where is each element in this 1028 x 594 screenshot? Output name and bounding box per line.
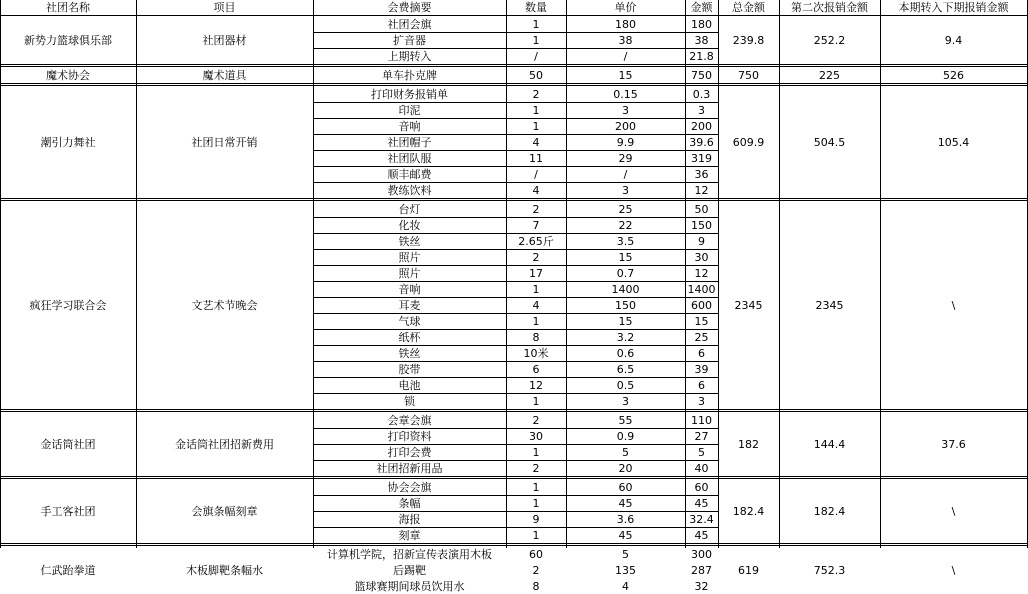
item-summary-cell: 音响 [398,119,421,133]
item-amount-cell: 12 [694,183,709,197]
item-price-cell: 15 [618,250,633,264]
item-qty-cell: 8 [532,330,540,344]
item-amount-cell: 40 [694,461,709,475]
item-summary-cell: 上期转入 [387,49,432,63]
item-price-cell: 3.5 [616,234,635,248]
item-price-cell: 29 [618,151,633,165]
club-name-cell: 仁武跆拳道 [40,563,96,577]
item-amount-cell: 300 [691,547,712,561]
item-amount-cell: 32 [694,579,709,593]
item-amount-cell: 5 [698,445,705,459]
item-price-cell: 4 [622,579,629,593]
item-amount-cell: 319 [691,151,712,165]
item-qty-cell: 4 [532,135,540,149]
item-qty-cell: 2 [532,563,540,577]
item-qty-cell: 1 [532,17,540,31]
item-qty-cell: 1 [532,394,540,408]
second-claim-cell: 752.3 [813,563,846,577]
item-summary-cell: 协会会旗 [387,480,432,494]
item-summary-cell: 电池 [398,378,421,392]
item-summary-cell: 台灯 [398,202,421,216]
item-price-cell: 6.5 [616,362,635,376]
item-amount-cell: 30 [694,250,709,264]
club-name-cell: 潮引力舞社 [40,135,96,149]
item-qty-cell: 2 [532,87,540,101]
item-price-cell: 200 [615,119,636,133]
item-qty-cell: 2 [532,202,540,216]
item-summary-cell: 社团招新用品 [376,461,443,475]
item-amount-cell: 3 [698,103,705,117]
item-qty-cell: 4 [532,298,540,312]
header-club-name: 社团名称 [46,1,90,14]
item-summary-cell: 社团帽子 [387,135,432,149]
item-amount-cell: 25 [694,330,709,344]
item-price-cell: 3 [622,183,629,197]
project-cell: 木板脚靶条幅水 [186,563,263,577]
club-name-cell: 疯狂学习联合会 [29,298,107,312]
item-qty-cell: 1 [532,314,540,328]
item-amount-cell: 6 [698,346,705,360]
item-summary-cell: 铁丝 [398,234,421,248]
header-price: 单价 [614,1,637,14]
item-amount-cell: 0.3 [692,87,711,101]
project-cell: 会旗条幅刻章 [191,504,258,518]
item-summary-cell: 条幅 [398,496,421,510]
item-qty-cell: 50 [529,68,543,82]
item-qty-cell: 11 [529,151,543,165]
total-amount-cell: 182 [738,437,759,451]
item-qty-cell: 12 [529,378,543,392]
item-qty-cell: 10米 [523,346,549,360]
item-price-cell: 60 [618,480,633,494]
club-name-cell: 金话筒社团 [40,437,96,451]
item-summary-cell: 后踢靶 [393,563,426,577]
item-price-cell: 22 [618,218,633,232]
item-qty-cell: 1 [532,496,540,510]
item-qty-cell: 6 [532,362,540,376]
second-claim-cell: 252.2 [813,33,846,47]
item-amount-cell: 1400 [687,282,716,296]
header-carry-over: 本期转入下期报销金额 [898,1,1009,14]
header-amount: 金额 [690,1,713,14]
item-summary-cell: 扩音器 [393,33,426,47]
item-summary-cell: 耳麦 [398,298,421,312]
item-price-cell: 150 [615,298,636,312]
item-amount-cell: 6 [698,378,705,392]
item-qty-cell: 1 [532,445,540,459]
item-qty-cell: / [534,167,538,181]
item-amount-cell: 27 [694,429,709,443]
item-price-cell: 180 [615,17,636,31]
project-cell: 社团日常开销 [191,135,258,149]
item-amount-cell: 15 [694,314,709,328]
item-price-cell: 38 [618,33,633,47]
item-price-cell: 45 [618,496,633,510]
item-amount-cell: 50 [694,202,709,216]
item-amount-cell: 45 [694,528,709,542]
item-summary-cell: 化妆 [398,218,421,232]
item-amount-cell: 110 [691,413,712,427]
item-summary-cell: 音响 [398,282,421,296]
second-claim-cell: 144.4 [813,437,846,451]
item-price-cell: 135 [615,563,636,577]
item-qty-cell: 8 [532,579,540,593]
item-qty-cell: 7 [532,218,540,232]
item-summary-cell: 照片 [398,266,421,280]
item-amount-cell: 36 [694,167,709,181]
item-qty-cell: 1 [532,119,540,133]
item-qty-cell: 2 [532,461,540,475]
item-qty-cell: 17 [529,266,543,280]
project-cell: 文艺术节晚会 [191,298,258,312]
item-summary-cell: 锁 [404,394,415,408]
carry-over-cell: \ [951,563,956,577]
item-qty-cell: / [534,49,538,63]
item-price-cell: 0.15 [613,87,638,101]
item-summary-cell: 顺丰邮费 [387,167,432,181]
item-qty-cell: 1 [532,282,540,296]
item-price-cell: 0.5 [616,378,635,392]
club-name-cell: 新势力篮球俱乐部 [24,33,112,47]
total-amount-cell: 750 [738,68,759,82]
item-price-cell: 1400 [611,282,640,296]
item-price-cell: 20 [618,461,633,475]
item-summary-cell: 打印财务报销单 [371,87,448,101]
item-amount-cell: 60 [694,480,709,494]
item-amount-cell: 3 [698,394,705,408]
item-qty-cell: 60 [529,547,543,561]
item-summary-cell: 铁丝 [398,346,421,360]
item-summary-cell: 印泥 [398,103,421,117]
item-summary-cell: 胶带 [398,362,421,376]
item-summary-cell: 打印资料 [387,429,432,443]
header-total: 总金额 [732,1,765,14]
item-qty-cell: 4 [532,183,540,197]
item-qty-cell: 1 [532,528,540,542]
item-price-cell: 15 [618,314,633,328]
item-summary-cell: 刻章 [398,528,421,542]
item-amount-cell: 38 [694,33,709,47]
item-price-cell: 0.6 [616,346,635,360]
item-price-cell: 5 [622,445,629,459]
second-claim-cell: 225 [819,68,840,82]
item-price-cell: 15 [618,68,633,82]
item-price-cell: 3.6 [616,512,635,526]
item-price-cell: 3.2 [616,330,635,344]
carry-over-cell: 105.4 [937,135,970,149]
header-qty: 数量 [525,1,547,14]
item-summary-cell: 教练饮料 [387,183,432,197]
item-summary-cell: 海报 [398,512,421,526]
total-amount-cell: 619 [738,563,759,577]
item-amount-cell: 12 [694,266,709,280]
item-summary-cell: 单车扑克牌 [382,68,437,82]
item-price-cell: 9.9 [616,135,635,149]
header-summary: 会费摘要 [387,1,432,14]
total-amount-cell: 182.4 [732,504,765,518]
item-amount-cell: 9 [698,234,705,248]
total-amount-cell: 609.9 [732,135,765,149]
total-amount-cell: 239.8 [732,33,765,47]
item-amount-cell: 45 [694,496,709,510]
club-name-cell: 魔术协会 [46,68,90,82]
item-summary-cell: 社团队服 [387,151,432,165]
item-qty-cell: 2.65斤 [518,234,554,248]
item-summary-cell: 社团会旗 [387,17,432,31]
project-cell: 社团器材 [202,33,247,47]
item-summary-cell: 气球 [398,314,421,328]
item-price-cell: 5 [622,547,629,561]
item-summary-cell: 会章会旗 [387,413,432,427]
item-summary-cell: 纸杯 [398,330,421,344]
carry-over-cell: \ [951,298,956,312]
item-price-cell: 45 [618,528,633,542]
item-amount-cell: 287 [691,563,712,577]
club-name-cell: 手工客社团 [40,504,96,518]
item-amount-cell: 150 [691,218,712,232]
item-amount-cell: 21.8 [689,49,714,63]
item-price-cell: / [623,167,628,181]
item-summary-cell: 打印会费 [387,445,432,459]
item-price-cell: 55 [618,413,633,427]
total-amount-cell: 2345 [734,298,763,312]
item-price-cell: 3 [622,394,629,408]
project-cell: 金话筒社团招新费用 [175,437,274,451]
item-amount-cell: 200 [691,119,712,133]
second-claim-cell: 182.4 [813,504,846,518]
carry-over-cell: 37.6 [941,437,966,451]
header-project: 项目 [213,1,236,14]
item-qty-cell: 1 [532,480,540,494]
item-amount-cell: 600 [691,298,712,312]
item-amount-cell: 39.6 [689,135,714,149]
item-summary-cell: 篮球赛期间球员饮用水 [354,579,465,593]
item-price-cell: 25 [618,202,633,216]
item-qty-cell: 1 [532,33,540,47]
item-qty-cell: 2 [532,250,540,264]
item-price-cell: / [623,49,628,63]
item-summary-cell: 计算机学院，招新宣传表演用木板 [327,547,492,561]
item-qty-cell: 9 [532,512,540,526]
item-price-cell: 0.7 [616,266,635,280]
item-price-cell: 0.9 [616,429,635,443]
item-amount-cell: 32.4 [689,512,714,526]
item-amount-cell: 39 [694,362,709,376]
carry-over-cell: \ [951,504,956,518]
item-qty-cell: 2 [532,413,540,427]
second-claim-cell: 2345 [815,298,844,312]
carry-over-cell: 526 [943,68,964,82]
item-amount-cell: 750 [691,68,712,82]
carry-over-cell: 9.4 [944,33,963,47]
item-qty-cell: 1 [532,103,540,117]
item-summary-cell: 照片 [398,250,421,264]
second-claim-cell: 504.5 [813,135,846,149]
header-second-claim: 第二次报销金额 [791,1,868,14]
item-price-cell: 3 [622,103,629,117]
project-cell: 魔术道具 [202,68,247,82]
item-qty-cell: 30 [529,429,543,443]
item-amount-cell: 180 [691,17,712,31]
